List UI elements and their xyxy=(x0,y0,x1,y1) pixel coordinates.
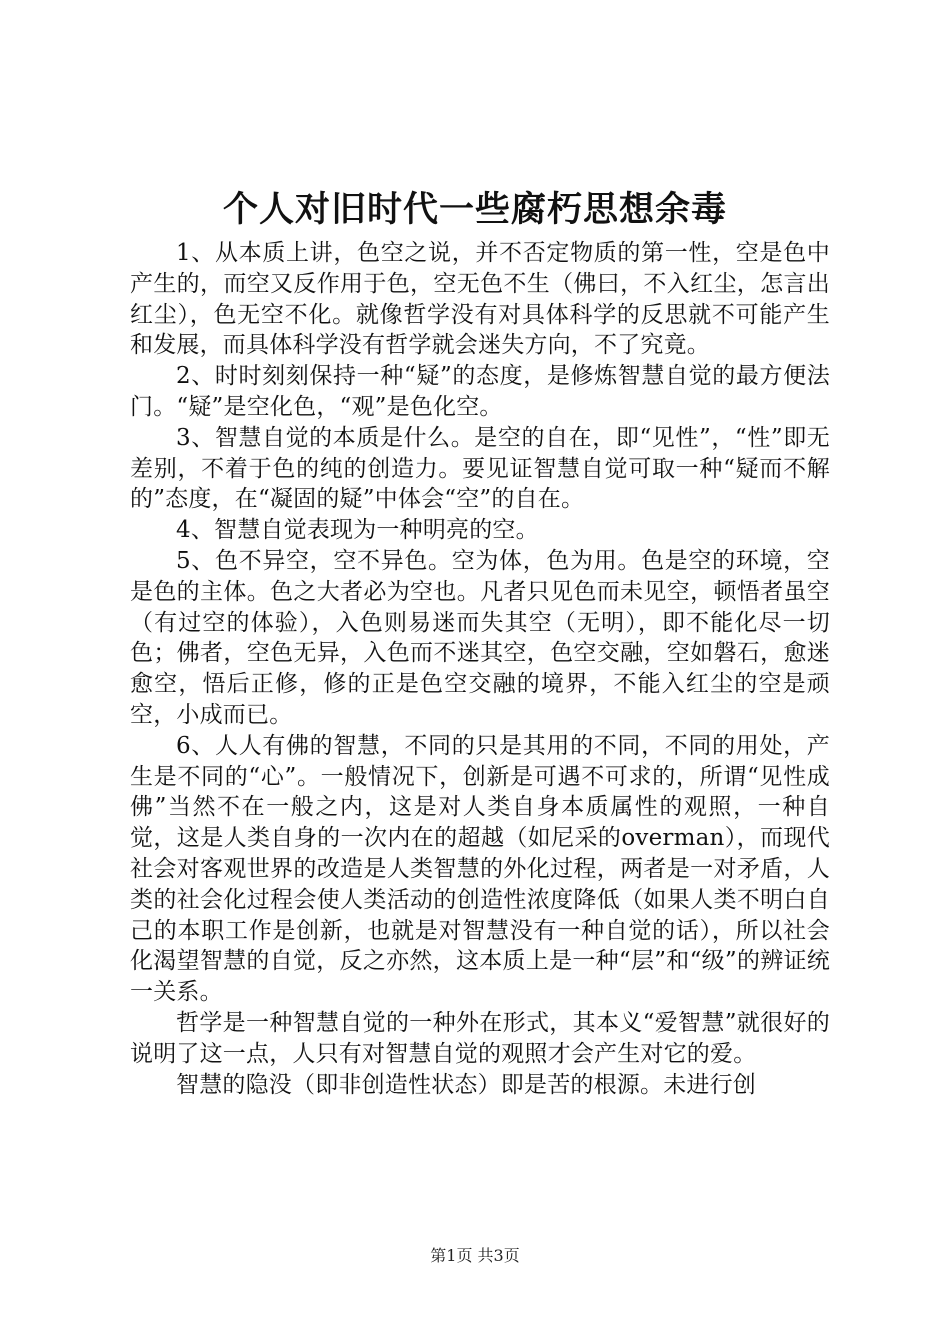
paragraph-6: 6、人人有佛的智慧，不同的只是其用的不同，不同的用处，产生是不同的“心”。一般情况下，创新是可遇不可求的，所谓“见性成佛”当然不在一般之内，这是对人类自身本质属性的观照，一种自觉，这是人类自身的一次内在的超越（如尼采的overman），而现代社会对客观世界的改造是人类智慧的外化过程，两者是一对矛盾，人类的社会化过程会使人类活动的创造性浓度降低（如果人类不明白自己的本职工作是创新，也就是对智慧没有一种自觉的话），所以社会化渴望智慧的自觉，反之亦然，这本质上是一种“层”和“级”的辨证统一关系。 xyxy=(130,732,830,1006)
paragraph-8: 智慧的隐没（即非创造性状态）即是苦的根源。未进行创 xyxy=(176,1071,756,1098)
paragraph-5: 5、色不异空，空不异色。空为体，色为用。色是空的环境，空是色的主体。色之大者必为空也。凡者只见色而未见空，顿悟者虽空（有过空的体验），入色则易迷而失其空（无明），即不能化尽一切色；佛者，空色无异，入色而不迷其空，色空交融，空如磐石，愈迷愈空，悟后正修，修的正是色空交融的境界，不能入红尘的空是顽空，小成而已。 xyxy=(130,547,830,728)
paragraph-1: 1、从本质上讲，色空之说，并不否定物质的第一性，空是色中产生的，而空又反作用于色，空无色不生（佛曰，不入红尘，怎言出红尘），色无空不化。就像哲学没有对具体科学的反思就不可能产生和发展，而具体科学没有哲学就会迷失方向，不了究竟。 xyxy=(130,240,830,359)
document-body xyxy=(130,238,830,1100)
page-number-footer: 第1页 共3页 xyxy=(430,1246,520,1265)
paragraph-7: 哲学是一种智慧自觉的一种外在形式，其本义“爱智慧”就很好的说明了这一点，人只有对智慧自觉的观照才会产生对它的爱。 xyxy=(130,1009,830,1067)
paragraph-3: 3、智慧自觉的本质是什么。是空的自在，即“见性”，“性”即无差别，不着于色的纯的创造力。要见证智慧自觉可取一种“疑而不解的”态度，在“凝固的疑”中体会“空”的自在。 xyxy=(130,424,830,513)
paragraph-2: 2、时时刻刻保持一种“疑”的态度，是修炼智慧自觉的最方便法门。“疑”是空化色，“观”是色化空。 xyxy=(130,363,830,420)
paragraph-4: 4、智慧自觉表现为一种明亮的空。 xyxy=(176,517,539,544)
document-title: 个人对旧时代一些腐朽思想余毒 xyxy=(222,189,727,230)
